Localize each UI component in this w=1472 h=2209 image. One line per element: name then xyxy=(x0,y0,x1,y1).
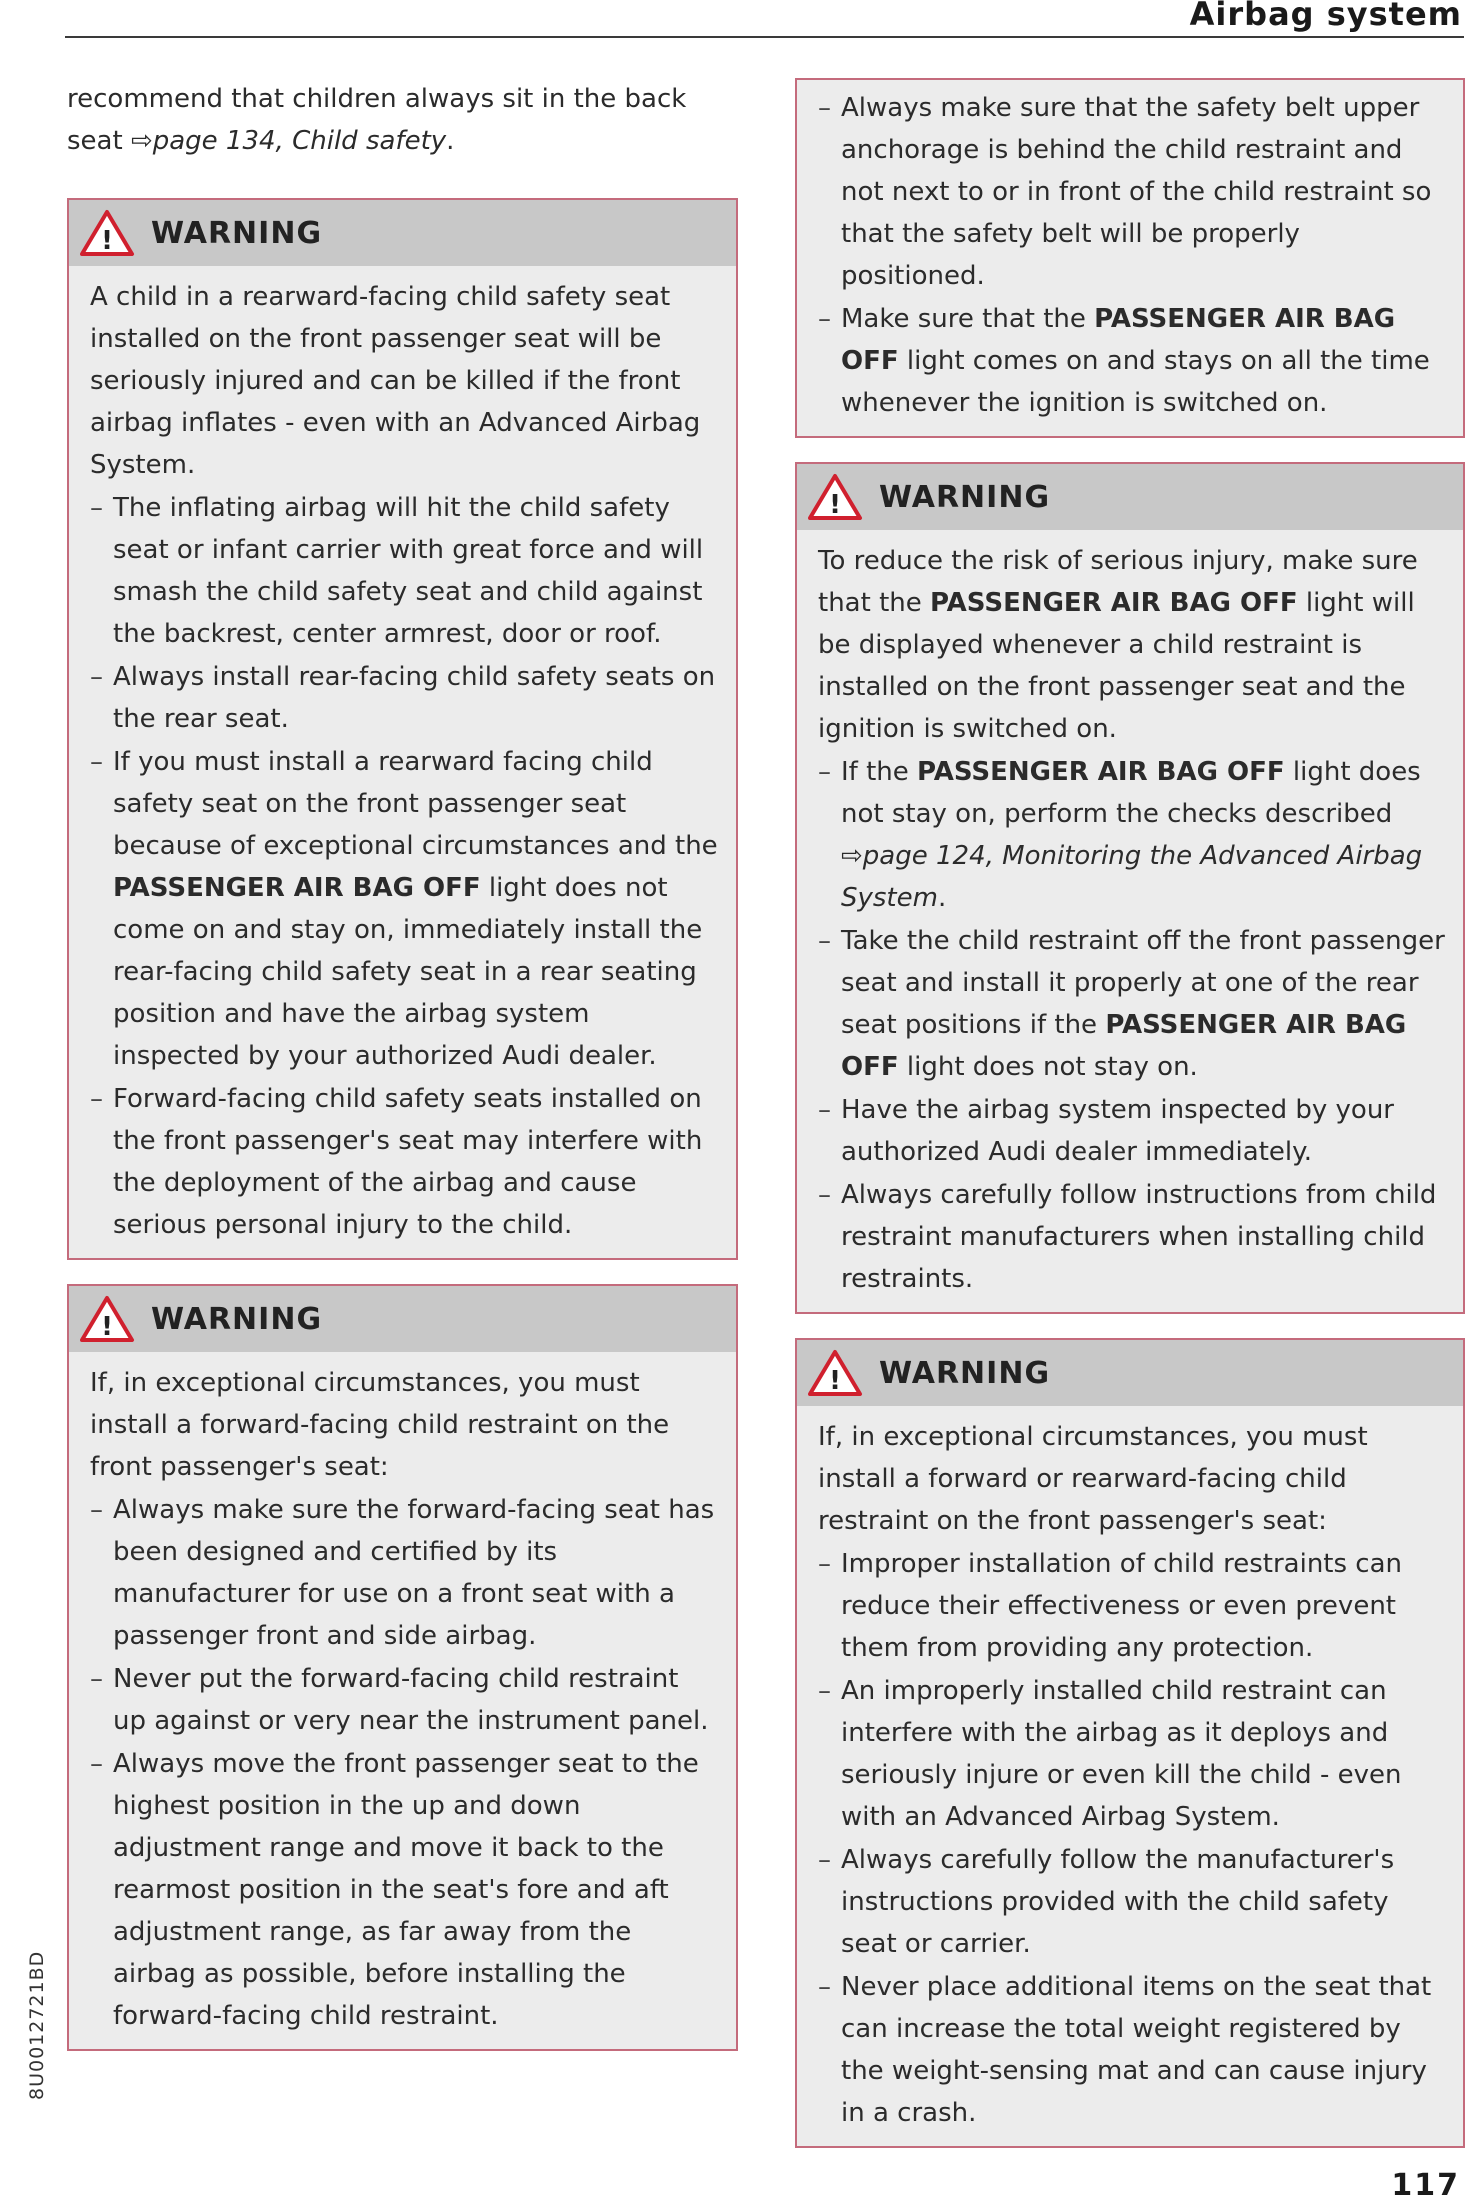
warning-triangle-icon xyxy=(79,209,135,257)
left-column xyxy=(67,78,738,2075)
warning-paragraph xyxy=(818,540,1445,750)
page-number: 117 xyxy=(1391,2168,1460,2203)
warning-paragraph: A child in a rearward-facing child safety seat installed on the front passenger seat will be seriously injured and can be killed if the front airbag inflates - even with an Advanced Airbag System. xyxy=(90,282,701,480)
warning-list xyxy=(818,1543,1445,2134)
warning-header xyxy=(69,200,736,266)
item-text: Make sure that the xyxy=(841,304,1095,334)
warning-label: WARNING xyxy=(879,1355,1051,1391)
svg-text:!: ! xyxy=(829,1366,841,1396)
item-text: light comes on and stays on all the time whenever the ignition is switched on. xyxy=(841,346,1430,418)
list-item xyxy=(818,920,1445,1088)
list-item: – Improper installation of child restraints can reduce their effectiveness or even prevent them from providing any protection. xyxy=(818,1543,1445,1669)
list-item: – Always move the front passenger seat to the highest position in the up and down adjustment range and move it back to the rearmost position in the seat's fore and aft adjustment range, as far away from the airbag as possible, before installing the forward-facing child restraint. xyxy=(90,1743,718,2037)
warning-triangle-icon xyxy=(807,1349,863,1397)
warning-label: WARNING xyxy=(879,479,1051,515)
item-text: light does not stay on. xyxy=(898,1052,1198,1082)
item-text: light does not stay on, perform the checks described xyxy=(841,757,1421,829)
warning-body xyxy=(797,1406,1463,2146)
header-rule xyxy=(65,36,1464,38)
warning-list xyxy=(818,751,1445,1300)
warning-label: WARNING xyxy=(151,1301,323,1337)
arrow-icon: ⇨ xyxy=(130,126,153,156)
list-item xyxy=(90,741,718,1077)
section-title: Airbag system xyxy=(1189,0,1462,33)
list-item xyxy=(818,751,1445,919)
document-code: 8U0012721BD xyxy=(26,1950,48,2100)
indicator-name: PASSENGER AIR BAG OFF xyxy=(841,304,1396,376)
warning-body xyxy=(797,530,1463,1312)
warning-paragraph: If, in exceptional circumstances, you must install a forward or rearward-facing child restraint on the front passenger's seat: xyxy=(818,1422,1368,1536)
list-item: – Always carefully follow instructions from child restraint manufacturers when installing child restraints. xyxy=(818,1174,1445,1300)
warning-list xyxy=(818,87,1445,424)
item-text: Take the child restraint off the front passenger seat and install it properly at one of the rear seat positions if the xyxy=(841,926,1445,1040)
warning-body xyxy=(69,266,736,1258)
list-item: – Never place additional items on the seat that can increase the total weight registered by the weight-sensing mat and can cause injury in a crash. xyxy=(818,1966,1445,2134)
warning-header xyxy=(797,1340,1463,1406)
indicator-name: PASSENGER AIR BAG OFF xyxy=(113,873,481,903)
list-item: – Always carefully follow the manufacturer's instructions provided with the child safety seat or carrier. xyxy=(818,1839,1445,1965)
list-item: – Always make sure the forward-facing seat has been designed and certified by its manufacturer for use on a front seat with a passenger front and side airbag. xyxy=(90,1489,718,1657)
svg-text:!: ! xyxy=(101,226,113,256)
list-item: – Never put the forward-facing child restraint up against or very near the instrument panel. xyxy=(90,1658,718,1742)
right-column xyxy=(795,78,1465,2172)
indicator-name: PASSENGER AIR BAG OFF xyxy=(930,588,1298,618)
warning-label: WARNING xyxy=(151,215,323,251)
intro-end: . xyxy=(446,126,455,156)
warning-box xyxy=(67,198,738,1260)
intro-paragraph xyxy=(67,78,738,162)
paragraph-text: To reduce the risk of serious injury, make sure that the xyxy=(818,546,1418,618)
intro-text: recommend that children always sit in the back seat xyxy=(67,84,687,156)
warning-box xyxy=(795,1338,1465,2148)
warning-list xyxy=(90,487,718,1246)
indicator-name: PASSENGER AIR BAG OFF xyxy=(841,1010,1407,1082)
item-text: If you must install a rearward facing child safety seat on the front passenger seat because of exceptional circumstances and the xyxy=(113,747,718,861)
list-item: – Forward-facing child safety seats installed on the front passenger's seat may interfere with the deployment of the airbag and cause serious personal injury to the child. xyxy=(90,1078,718,1246)
paragraph-text: light will be displayed whenever a child restraint is installed on the front passenger seat and the ignition is switched on. xyxy=(818,588,1415,744)
list-item: – An improperly installed child restraint can interfere with the airbag as it deploys and seriously injure or even kill the child - even with an Advanced Airbag System. xyxy=(818,1670,1445,1838)
warning-header xyxy=(797,464,1463,530)
page-reference-link[interactable]: page 124, Monitoring the Advanced Airbag System xyxy=(841,841,1423,913)
item-text: light does not come on and stay on, immediately install the rear-facing child safety seat in a rear seating position and have the airbag system inspected by your authorized Audi dealer. xyxy=(113,873,703,1071)
svg-text:!: ! xyxy=(101,1312,113,1342)
warning-triangle-icon xyxy=(79,1295,135,1343)
item-text: If the xyxy=(841,757,918,787)
page-reference-link[interactable]: page 134, Child safety xyxy=(152,126,447,156)
list-item: – Always install rear-facing child safety seats on the rear seat. xyxy=(90,656,718,740)
warning-header xyxy=(69,1286,736,1352)
list-item: – Always make sure that the safety belt upper anchorage is behind the child restraint and not next to or in front of the child restraint so that the safety belt will be properly positioned. xyxy=(818,87,1445,297)
warning-body xyxy=(797,80,1463,436)
arrow-icon: ⇨ xyxy=(841,841,863,871)
warning-paragraph: If, in exceptional circumstances, you must install a forward-facing child restraint on the front passenger's seat: xyxy=(90,1368,670,1482)
warning-body xyxy=(69,1352,736,2049)
warning-box xyxy=(67,1284,738,2051)
indicator-name: PASSENGER AIR BAG OFF xyxy=(917,757,1285,787)
list-item xyxy=(818,298,1445,424)
warning-triangle-icon xyxy=(807,473,863,521)
warning-box xyxy=(795,462,1465,1314)
svg-text:!: ! xyxy=(829,490,841,520)
list-item: – The inflating airbag will hit the child safety seat or infant carrier with great force and will smash the child safety seat and child against the backrest, center armrest, door or roof. xyxy=(90,487,718,655)
warning-continuation-box xyxy=(795,78,1465,438)
warning-list xyxy=(90,1489,718,2037)
item-text: . xyxy=(937,883,947,913)
list-item: – Have the airbag system inspected by your authorized Audi dealer immediately. xyxy=(818,1089,1445,1173)
